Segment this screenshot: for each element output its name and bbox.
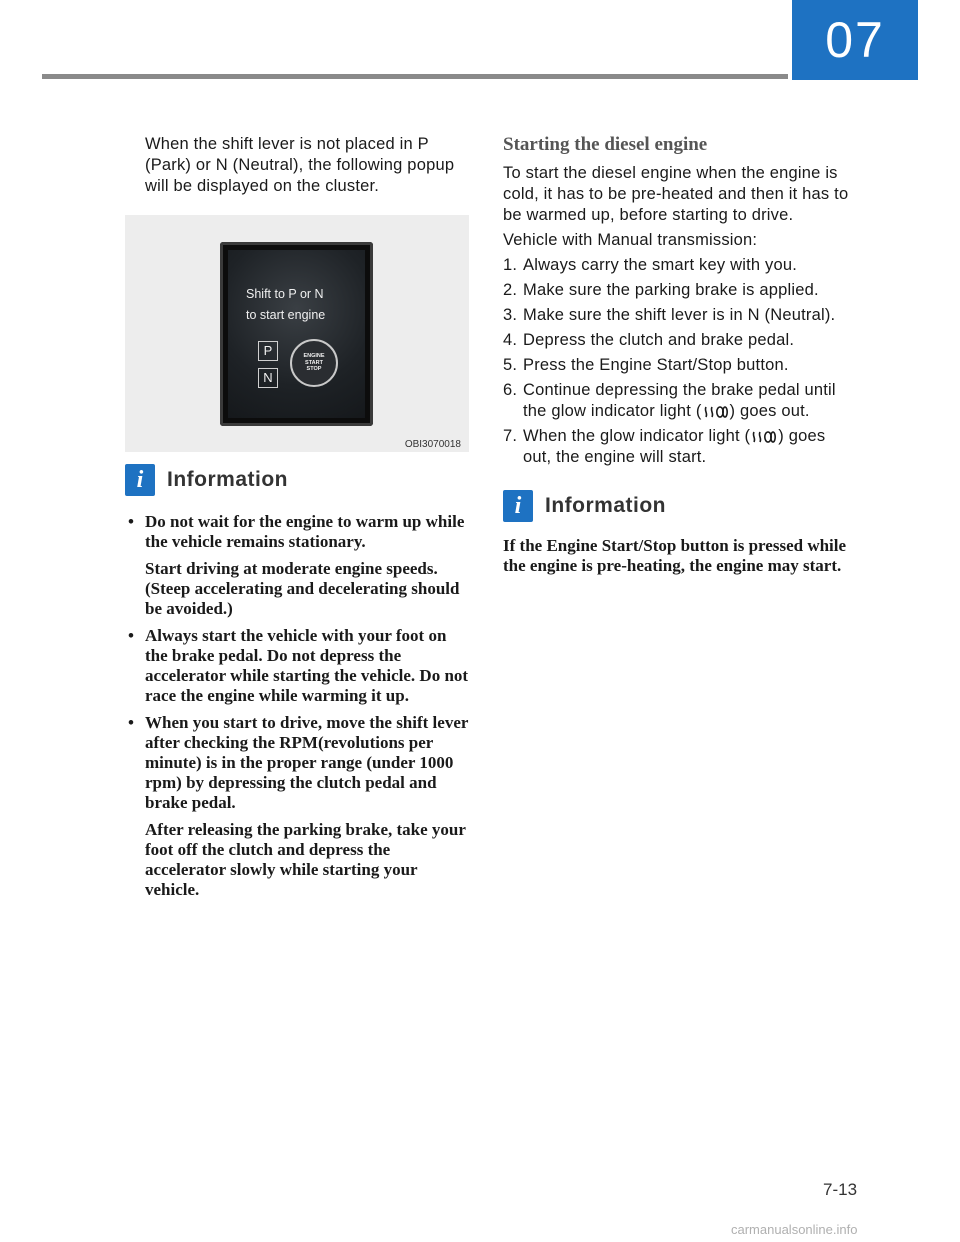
figure-code: OBI3070018	[404, 439, 461, 450]
list-item	[503, 426, 853, 468]
step-number: 5.	[503, 356, 518, 374]
watermark: carmanualsonline.info	[731, 1222, 858, 1237]
info-heading	[125, 464, 470, 496]
list-item	[125, 512, 470, 619]
step-text: Depress the clutch and brake pedal.	[523, 331, 795, 349]
bullet-text: • Do not wait for the engine to warm up while the vehicle remains stationary.	[145, 512, 465, 551]
bullet-extra: Start driving at moderate engine speeds. (Steep accelerating and decelerating should be avoided.)	[145, 559, 460, 618]
info-icon: i	[125, 464, 155, 496]
info-icon: i	[503, 490, 533, 522]
step-text: Make sure the shift lever is in N (Neutral).	[523, 306, 836, 324]
intro-text: When the shift lever is not placed in P (Park) or N (Neutral), the following popup will be displayed on the cluster.	[145, 135, 455, 195]
glow-indicator-icon	[752, 430, 776, 444]
info-title-2: Information	[545, 494, 666, 517]
list-item	[503, 280, 853, 301]
step-number: 1.	[503, 256, 518, 274]
cluster-display	[220, 242, 373, 426]
right-body	[503, 163, 853, 468]
step-text-before: Continue depressing the brake pedal until the glow indicator light (	[523, 381, 836, 420]
header-rule	[42, 74, 788, 79]
step-number: 6.	[503, 381, 518, 399]
info-bullets	[125, 512, 470, 900]
step-text-after: ) goes out.	[729, 402, 810, 420]
cluster-message-line2: to start engine	[246, 308, 326, 322]
bullet-text: • When you start to drive, move the shift lever after checking the RPM(revolutions per minute) is in the proper range (under 1000 rpm) by depressing the clutch pedal and brake pedal.	[145, 713, 469, 812]
glow-indicator-icon	[704, 405, 728, 419]
cluster-message	[246, 284, 325, 326]
step-number: 2.	[503, 281, 518, 299]
left-column	[125, 130, 470, 907]
list-item	[125, 713, 470, 900]
right-subhead: Vehicle with Manual transmission:	[503, 231, 758, 249]
info-title: Information	[167, 468, 288, 491]
list-item	[503, 330, 853, 351]
list-item	[503, 305, 853, 326]
bullet-extra: After releasing the parking brake, take your foot off the clutch and depress the accelerator slowly while starting your vehicle.	[145, 820, 466, 899]
gear-p-indicator: P	[258, 341, 278, 361]
list-item	[503, 380, 853, 422]
step-text: Press the Engine Start/Stop button.	[523, 356, 789, 374]
list-item	[125, 626, 470, 706]
cluster-screen	[228, 250, 365, 418]
page-number: 7-13	[823, 1180, 858, 1199]
list-item	[503, 355, 853, 376]
list-item	[503, 255, 853, 276]
start-btn-line3: STOP	[306, 366, 322, 373]
gear-n-indicator: N	[258, 368, 278, 388]
step-text-before: When the glow indicator light (	[523, 427, 751, 445]
step-text: Always carry the smart key with you.	[523, 256, 798, 274]
info-text-2: If the Engine Start/Stop button is pressed while the engine is pre-heating, the engine may start.	[503, 536, 847, 575]
start-btn-line2: START	[305, 359, 323, 366]
info-heading-2	[503, 490, 853, 522]
step-text-after: ) goes out, the engine will start.	[523, 427, 826, 466]
chapter-tab: 07	[792, 0, 918, 80]
section-title: Starting the diesel engine	[503, 134, 708, 155]
start-btn-line1: ENGINE	[303, 353, 325, 360]
cluster-message-line1: Shift to P or N	[246, 287, 324, 301]
cluster-figure	[125, 215, 469, 452]
bullet-text: • Always start the vehicle with your foot on the brake pedal. Do not depress the accelerator while starting the vehicle. Do not race the engine while warming it up.	[145, 626, 469, 705]
right-intro: To start the diesel engine when the engine is cold, it has to be pre-heated and then it has to be warmed up, before starting to drive.	[503, 164, 849, 224]
step-number: 4.	[503, 331, 518, 349]
right-column	[503, 130, 853, 576]
steps-list	[503, 255, 853, 468]
step-number: 7.	[503, 427, 518, 445]
step-number: 3.	[503, 306, 518, 324]
step-text: Make sure the parking brake is applied.	[523, 281, 819, 299]
engine-start-stop-icon	[290, 339, 338, 387]
